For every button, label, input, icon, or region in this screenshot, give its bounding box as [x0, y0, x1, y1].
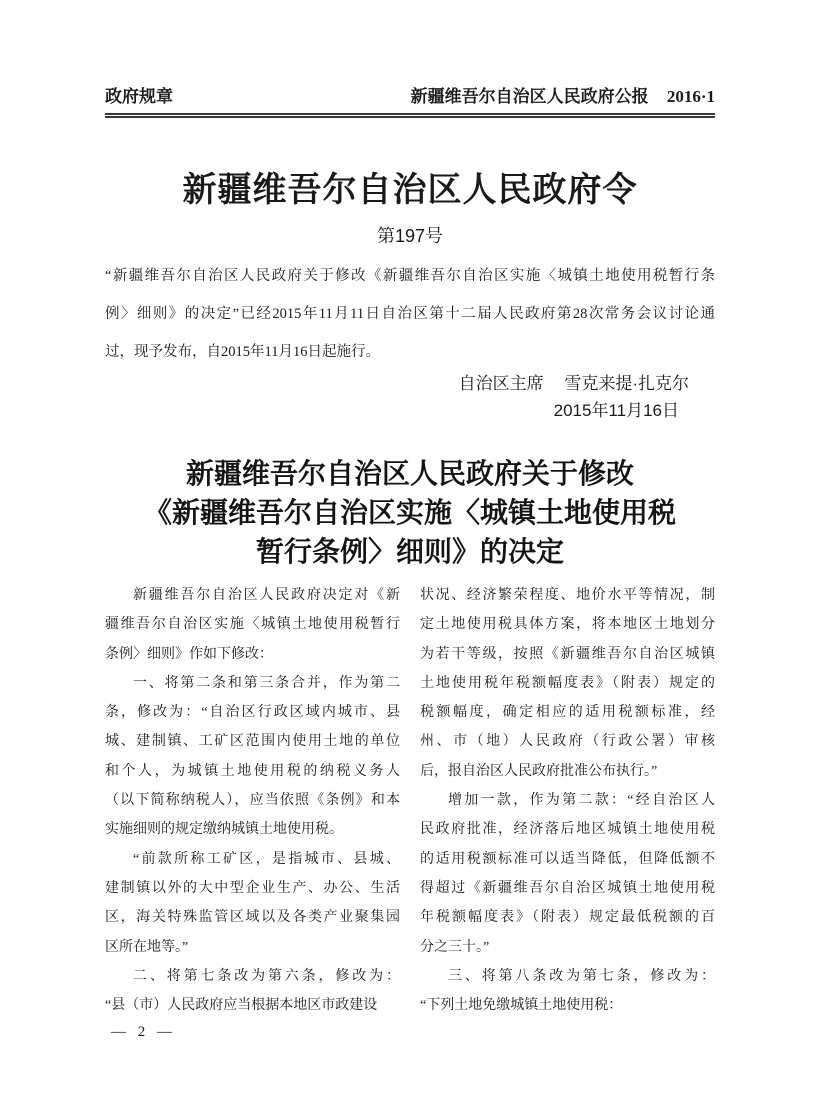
body-text-line: 得超过《新疆维吾尔自治区城镇土地使用税	[420, 880, 715, 896]
body-text-line: 民政府批准，经济落后地区城镇土地使用税	[420, 822, 715, 838]
body-text-line: 条例〉细则》作如下修改：	[105, 646, 273, 662]
body-column-left	[105, 581, 400, 1020]
body-text-line: 状况、经济繁荣程度、地价水平等情况，制	[420, 588, 715, 603]
body-text-line: “前款所称工矿区，是指城市、县城、	[133, 851, 400, 867]
body-text-line: 一、将第二条和第三条合并，作为第二	[133, 675, 400, 691]
page-number: — 2 —	[111, 1024, 176, 1041]
signer-role: 自治区主席	[458, 374, 544, 393]
decision-title-line: 《新疆维吾尔自治区实施〈城镇土地使用税	[143, 497, 676, 528]
decree-number: 第197号	[376, 226, 444, 246]
body-columns	[105, 581, 715, 1020]
body-text-line: 和个人，为城镇土地使用税的纳税义务人	[105, 763, 400, 779]
decree-intro-paragraph	[105, 257, 715, 371]
body-text-line: 土地使用税年税额幅度表》（附表）规定的	[420, 675, 715, 691]
body-text-line: 州、市（地）人民政府（行政公署）审核	[420, 734, 715, 750]
body-text-line: 年税额幅度表》（附表）规定最低税额的百	[420, 910, 715, 926]
issue-number: 2016·1	[666, 87, 715, 106]
body-text-line: 的适用税额标准可以适当降低，但降低额不	[420, 851, 715, 867]
body-text-line: 新疆维吾尔自治区人民政府决定对《新	[133, 588, 400, 603]
body-text-line: 为若干等级，按照《新疆维吾尔自治区城镇	[420, 646, 715, 662]
body-text-line: 税额幅度，确定相应的适用税额标准，经	[420, 705, 715, 721]
decision-title-line: 新疆维吾尔自治区人民政府关于修改	[185, 458, 634, 489]
body-text-line: 区，海关特殊监管区域以及各类产业聚集园	[105, 910, 400, 926]
intro-line: 例〉细则》的决定”已经2015年11月11日自治区第十二届人民政府第28次常务会议讨论通	[105, 306, 715, 322]
body-column-right	[420, 581, 715, 1020]
body-text-line: 三、将第八条改为第七条，修改为：	[448, 968, 715, 984]
decision-title	[105, 454, 715, 571]
body-text-line: “下列土地免缴城镇土地使用税：	[420, 998, 623, 1014]
body-text-line: 条，修改为：“自治区行政区域内城市、县	[105, 705, 400, 721]
body-text-line: 分之三十。”	[420, 939, 490, 955]
intro-line: “新疆维吾尔自治区人民政府关于修改《新疆维吾尔自治区实施〈城镇土地使用税暂行条	[105, 268, 715, 284]
signature-date: 2015年11月16日	[553, 401, 679, 420]
decree-title: 新疆维吾尔自治区人民政府令	[182, 172, 638, 209]
section-label: 政府规章	[105, 87, 173, 106]
decision-title-line: 暂行条例〉细则》的决定	[255, 536, 564, 567]
body-text-line: （以下简称纳税人），应当依照《条例》和本	[105, 793, 400, 809]
running-head	[105, 86, 715, 108]
body-text-line: 疆维吾尔自治区实施〈城镇土地使用税暂行	[105, 617, 400, 633]
signature-row	[105, 373, 715, 395]
signer-name: 雪克来提·扎克尔	[564, 374, 689, 393]
header-double-rule	[105, 113, 715, 118]
body-text-line: 实施细则的规定缴纳城镇土地使用税。	[105, 822, 343, 838]
gazette-name: 新疆维吾尔自治区人民政府公报	[410, 87, 649, 106]
body-text-line: “县（市）人民政府应当根据本地区市政建设	[105, 998, 378, 1014]
body-text-line: 城、建制镇、工矿区范围内使用土地的单位	[105, 734, 400, 750]
body-text-line: 定土地使用税具体方案，将本地区土地划分	[420, 617, 715, 633]
intro-line: 过，现予发布，自2015年11月16日起施行。	[105, 344, 380, 360]
body-text-line: 二、将第七条改为第六条，修改为：	[133, 968, 400, 984]
body-text-line: 建制镇以外的大中型企业生产、办公、生活	[105, 880, 400, 896]
body-text-line: 后，报自治区人民政府批准公布执行。”	[420, 763, 658, 779]
body-text-line: 增加一款，作为第二款：“经自治区人	[448, 793, 715, 809]
body-text-line: 区所在地等。”	[105, 939, 189, 955]
gazette-issue-head	[397, 86, 715, 108]
